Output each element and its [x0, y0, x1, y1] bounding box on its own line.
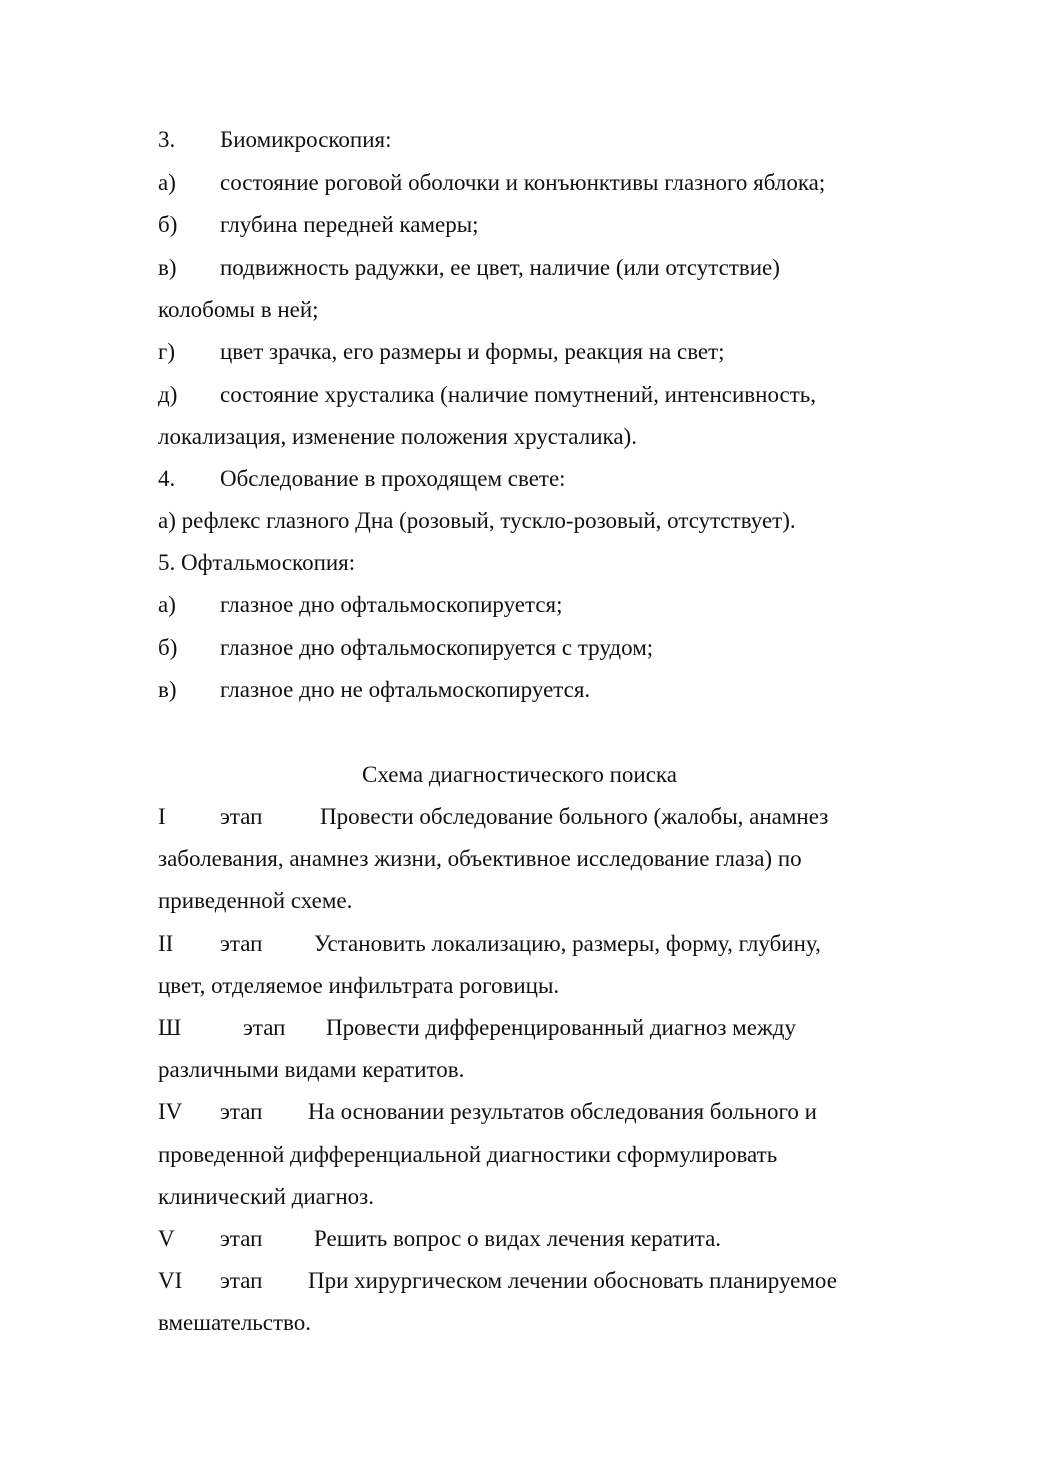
stage-text: Решить вопрос о видах лечения кератита. — [314, 1226, 722, 1251]
stage-word: этап — [220, 1226, 263, 1251]
list-marker: б) — [158, 635, 178, 660]
list-marker: г) — [158, 339, 176, 364]
list-marker: 3. — [158, 127, 176, 152]
list-marker: д) — [158, 382, 178, 407]
list-text: цвет зрачка, его размеры и формы, реакция на свет; — [220, 339, 725, 364]
stage-number: Ш — [158, 1015, 182, 1040]
stage-text: При хирургическом лечении обосновать планируемое — [308, 1268, 837, 1293]
list-text: глазное дно офтальмоскопируется; — [220, 592, 563, 617]
stage-continuation: вмешательство. — [158, 1310, 311, 1335]
list-text: состояние роговой оболочки и конъюнктивы глазного яблока; — [220, 170, 826, 195]
list-text: Биомикроскопия: — [220, 127, 392, 152]
stage-text: Установить локализацию, размеры, форму, глубину, — [314, 931, 821, 956]
list-continuation: 5. Офтальмоскопия: — [158, 550, 356, 575]
list-text: глубина передней камеры; — [220, 212, 479, 237]
list-marker: 4. — [158, 466, 176, 491]
list-marker: а) — [158, 592, 176, 617]
stage-number: VI — [158, 1268, 183, 1293]
list-text: подвижность радужки, ее цвет, наличие (или отсутствие) — [220, 255, 780, 280]
stage-number: IV — [158, 1099, 183, 1124]
stage-number: I — [158, 804, 166, 829]
list-text: глазное дно не офтальмоскопируется. — [220, 677, 591, 702]
stage-continuation: клинический диагноз. — [158, 1184, 374, 1209]
stage-word: этап — [220, 931, 263, 956]
stage-word: этап — [220, 804, 263, 829]
stage-text: Провести дифференцированный диагноз между — [326, 1015, 797, 1040]
list-text: состояние хрусталика (наличие помутнений, интенсивность, — [220, 382, 817, 407]
list-marker: в) — [158, 677, 177, 702]
stage-text: На основании результатов обследования больного и — [308, 1099, 817, 1124]
stage-continuation: цвет, отделяемое инфильтрата роговицы. — [158, 973, 560, 998]
list-text: глазное дно офтальмоскопируется с трудом; — [220, 635, 654, 660]
section-title: Схема диагностического поиска — [362, 762, 677, 787]
stage-number: II — [158, 931, 174, 956]
list-marker: б) — [158, 212, 178, 237]
stage-number: V — [158, 1226, 175, 1251]
stage-continuation: приведенной схеме. — [158, 888, 353, 913]
stage-continuation: различными видами кератитов. — [158, 1057, 465, 1082]
stage-word: этап — [220, 1268, 263, 1293]
list-continuation: колобомы в ней; — [158, 297, 319, 322]
list-marker: в) — [158, 255, 177, 280]
stage-word: этап — [243, 1015, 286, 1040]
stage-continuation: проведенной дифференциальной диагностики сформулировать — [158, 1142, 778, 1167]
stage-word: этап — [220, 1099, 263, 1124]
list-continuation: а) рефлекс глазного Дна (розовый, тускло-розовый, отсутствует). — [158, 508, 796, 533]
stage-continuation: заболевания, анамнез жизни, объективное исследование глаза) по — [158, 846, 802, 871]
list-continuation: локализация, изменение положения хрусталика). — [158, 424, 637, 449]
list-marker: а) — [158, 170, 176, 195]
stage-text: Провести обследование больного (жалобы, анамнез — [320, 804, 829, 829]
list-text: Обследование в проходящем свете: — [220, 466, 566, 491]
